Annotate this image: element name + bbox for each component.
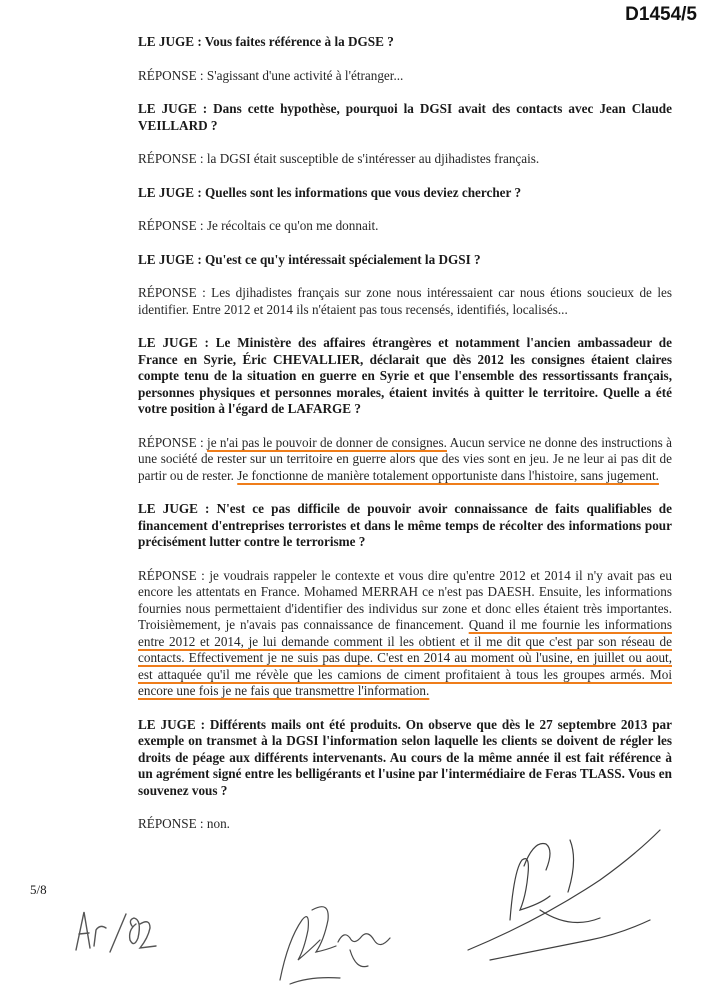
answer-paragraph — [138, 218, 672, 235]
signature-right-icon — [450, 800, 670, 980]
answer-text: RÉPONSE : Les djihadistes français sur zone nous intéressaient car nous étions soucieux de les identifier. Entre 2012 et 2014 ils n'étaient pas tous recensés, identifiés, localisés... — [138, 285, 672, 317]
answer-text: Aucun service ne donne des instructions à une société de rester sur un territoire en guerre alors que des vies sont en jeu. Je ne leur ai pas dit de partir ou de rester. — [138, 434, 672, 483]
signature-left-icon — [250, 880, 430, 990]
answer-text: RÉPONSE : S'agissant d'une activité à l'étranger... — [138, 67, 404, 83]
judge-question: LE JUGE : Le Ministère des affaires étrangères et notamment l'ancien ambassadeur de France en Syrie, Éric CHEVALLIER, déclarait que dès 2012 les consignes étaient claires compte tenu de la situation en guerre en Syrie et que l'ensemble des ressortissants français, personnes physiques et personnes morales, étaient invités à quitter le territoire. Quelle a été votre position à l'égard de LAFARGE ? — [138, 335, 672, 416]
judge-question: LE JUGE : Dans cette hypothèse, pourquoi la DGSI avait des contacts avec Jean Claude VEILLARD ? — [138, 101, 672, 133]
answer-paragraph — [138, 151, 672, 168]
answer-paragraph — [138, 568, 672, 700]
answer-paragraph — [138, 435, 672, 485]
answer-text: RÉPONSE : — [138, 434, 208, 450]
answer-paragraph — [138, 68, 672, 85]
answer-text: RÉPONSE : je voudrais rappeler le contexte et vous dire qu'entre 2012 et 2014 il n'y avait pas eu encore les attentats en France. Mohamed MERRAH ce n'est pas DAESH. Ensuite, les informations fournies nous permettaient d'identifier des individus sur zone et donc elles étaient très importantes. Troisièmement, je n'avais pas connaissance de financement. — [138, 567, 672, 632]
judge-question: LE JUGE : Qu'est ce qu'y intéressait spécialement la DGSI ? — [138, 251, 481, 267]
handwritten-initials-icon — [70, 900, 160, 960]
answer-text: RÉPONSE : non. — [138, 816, 230, 831]
highlighted-text: Je fonctionne de manière totalement opportuniste dans l'histoire, sans jugement. — [237, 467, 659, 483]
judge-question: LE JUGE : Vous faites référence à la DGSE ? — [138, 34, 394, 49]
judge-question: LE JUGE : Différents mails ont été produits. On observe que dès le 27 septembre 2013 par exemple on transmet à la DGSI l'information selon laquelle les clients se doivent de régler les droits de péage aux différents intervenants. Au cours de la même année il est fait référence à un agrément signé entre les belligérants et l'usine par l'intermédiaire de Feras TLASS. Vous en souvenez vous ? — [138, 716, 672, 798]
highlighted-text: Quand il me fournie les informations entre 2012 et 2014, je lui demande comment il les obtient et il me dit que c'est par son réseau de contacts. Effectivement je ne suis pas dupe. C'est en 2014 au moment où l'usine, en juillet ou aout, est attaquée qu'il me révèle que les camions de ciment profitaient à tous les groupes armés. Moi encore une fois je ne fais que transmettre l'information. — [138, 617, 672, 698]
judge-question: LE JUGE : Quelles sont les informations que vous deviez chercher ? — [138, 184, 522, 200]
page-number: 5/8 — [30, 882, 47, 897]
highlighted-text: je n'ai pas le pouvoir de donner de consignes. — [207, 434, 447, 450]
transcript-body — [138, 34, 672, 850]
judge-question: LE JUGE : N'est ce pas difficile de pouvoir avoir connaissance de faits qualifiables de financement d'entreprises terroristes et dans le même temps de récolter des informations pour précisément lutter contre le terrorisme ? — [138, 501, 672, 549]
answer-text: RÉPONSE : Je récoltais ce qu'on me donnait. — [138, 218, 379, 233]
answer-text: RÉPONSE : la DGSI était susceptible de s'intéresser au djihadistes français. — [138, 151, 540, 166]
answer-paragraph — [138, 285, 672, 318]
document-id: D1454/5 — [625, 4, 697, 25]
